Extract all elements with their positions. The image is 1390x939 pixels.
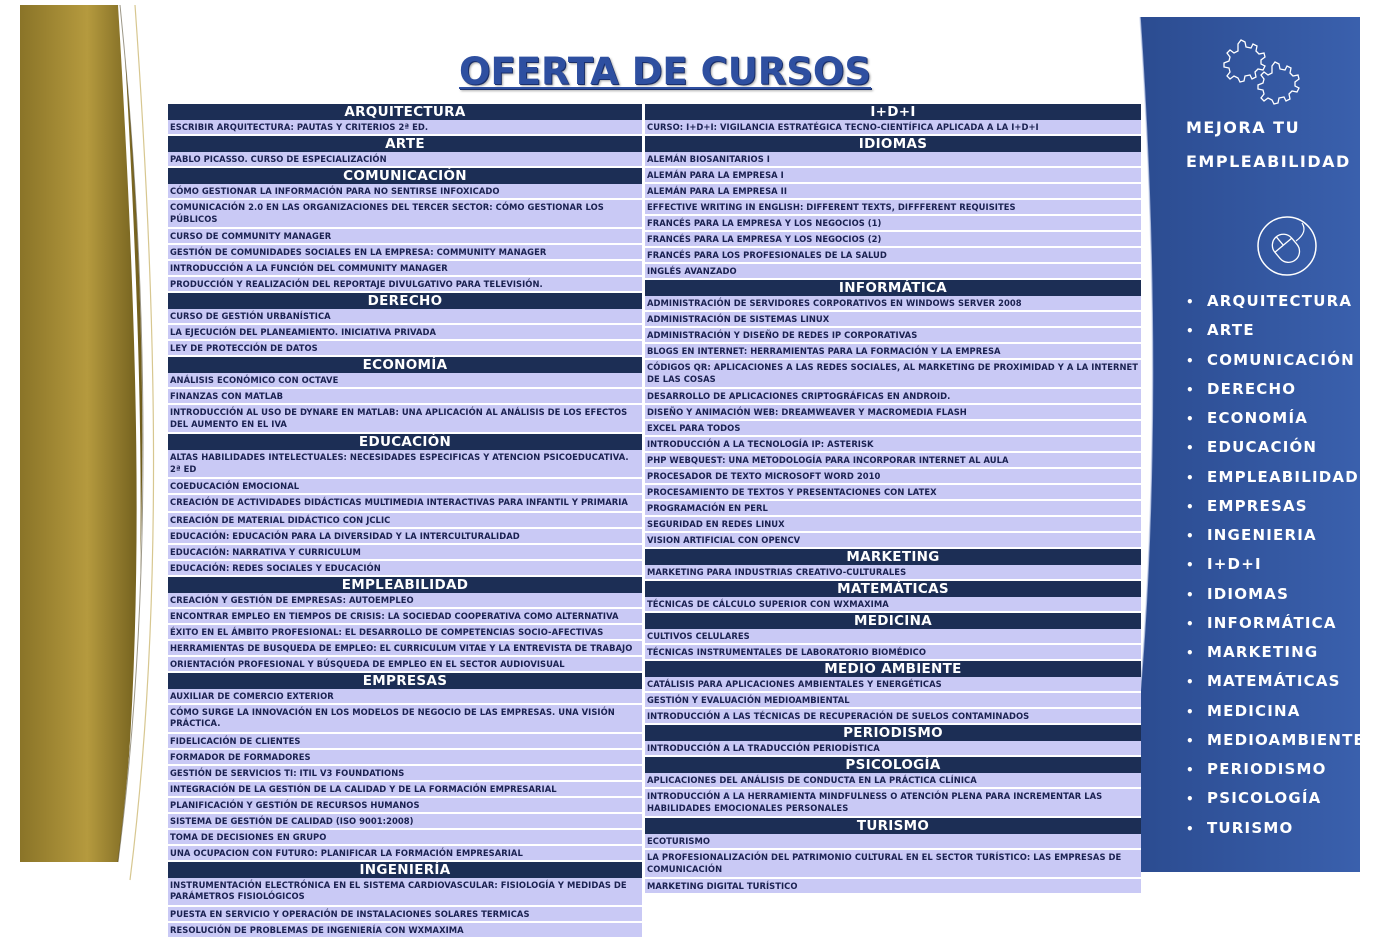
sidebar-item-label: ARTE [1207,321,1255,340]
course-item: EDUCACIÓN: EDUCACIÓN PARA LA DIVERSIDAD Y LA INTERCULTURALIDAD [168,529,642,545]
bullet-icon: • [1186,558,1195,573]
sidebar-heading-line2: EMPLEABILIDAD [1186,152,1351,171]
sidebar-item-periodismo [1186,758,1365,787]
course-item: INTRODUCCIÓN A LA FUNCIÓN DEL COMMUNITY MANAGER [168,261,642,277]
bullet-icon: • [1186,324,1195,339]
course-item: INTRODUCCIÓN A LA TECNOLOGÍA IP: ASTERISK [645,437,1141,453]
category-header-i-d-i: I+D+I [645,104,1141,120]
course-item: ALEMÁN PARA LA EMPRESA I [645,168,1141,184]
sidebar-item-label: TURISMO [1207,818,1294,837]
sidebar-item-medicina [1186,700,1365,729]
course-item: GESTIÓN DE SERVICIOS TI: ITIL V3 FOUNDATIONS [168,766,642,782]
course-item: CATÁLISIS PARA APLICACIONES AMBIENTALES Y ENERGÉTICAS [645,677,1141,693]
category-header-economia: ECONOMÍA [168,357,642,373]
course-item: ALEMÁN BIOSANITARIOS I [645,152,1141,168]
course-item: CÓMO SURGE LA INNOVACIÓN EN LOS MODELOS DE NEGOCIO DE LAS EMPRESAS. UNA VISIÓN PRÁCTICA. [168,705,642,734]
category-header-turismo: TURISMO [645,818,1141,834]
course-item: TÉCNICAS DE CÁLCULO SUPERIOR CON WXMAXIMA [645,597,1141,613]
sidebar-heading-line1: MEJORA TU [1186,118,1301,137]
sidebar-item-comunicacion [1186,349,1365,378]
sidebar-item-label: EDUCACIÓN [1207,438,1318,457]
course-column-right [645,104,1141,895]
category-header-arte: ARTE [168,136,642,152]
sidebar-item-label: ECONOMÍA [1207,409,1309,427]
course-item: FRANCÉS PARA LOS PROFESIONALES DE LA SALUD [645,248,1141,264]
category-header-idiomas: IDIOMAS [645,136,1141,152]
category-header-empresas: EMPRESAS [168,673,642,689]
sidebar-item-label: DERECHO [1207,379,1297,398]
course-item: VISION ARTIFICIAL CON OPENCV [645,533,1141,549]
course-item: CÓDIGOS QR: APLICACIONES A LAS REDES SOCIALES, AL MARKETING DE PROXIMIDAD Y A LA INTERNET DE LAS COSAS [645,360,1141,389]
course-column-left [168,104,642,939]
course-item: INSTRUMENTACIÓN ELECTRÓNICA EN EL SISTEMA CARDIOVASCULAR: FISIOLOGÍA Y MEDIDAS DE PARÁMETROS FISIOLÓGICOS [168,878,642,907]
course-item: MARKETING PARA INDUSTRIAS CREATIVO-CULTURALES [645,565,1141,581]
bullet-icon: • [1186,646,1195,660]
sidebar-item-arte [1186,319,1365,348]
sidebar-item-label: IDIOMAS [1207,584,1290,603]
course-item: DISEÑO Y ANIMACIÓN WEB: DREAMWEAVER Y MACROMEDIA FLASH [645,405,1141,421]
category-header-periodismo: PERIODISMO [645,725,1141,741]
sidebar-item-derecho [1186,378,1365,407]
bullet-icon: • [1186,733,1195,748]
course-item: COEDUCACIÓN EMOCIONAL [168,479,642,495]
course-item: HERRAMIENTAS DE BUSQUEDA DE EMPLEO: EL CURRICULUM VITAE Y LA ENTREVISTA DE TRABAJO [168,641,642,657]
gold-decoration [0,0,170,900]
course-item: LA PROFESIONALIZACIÓN DEL PATRIMONIO CULTURAL EN EL SECTOR TURÍSTICO: LAS EMPRESAS DE COMUNICACIÓN [645,850,1141,879]
bullet-icon: • [1186,792,1195,807]
sidebar-item-economia [1186,407,1365,436]
course-item: CURSO: I+D+I: VIGILANCIA ESTRATÉGICA TECNO-CIENTÍFICA APLICADA A LA I+D+I [645,120,1141,136]
course-item: INTRODUCCIÓN A LAS TÉCNICAS DE RECUPERACIÓN DE SUELOS CONTAMINADOS [645,709,1141,725]
course-item: ANÁLISIS ECONÓMICO CON OCTAVE [168,373,642,389]
course-item: APLICACIONES DEL ANÁLISIS DE CONDUCTA EN LA PRÁCTICA CLÍNICA [645,773,1141,789]
sidebar-item-label: PSICOLOGÍA [1207,789,1322,808]
course-item: BLOGS EN INTERNET: HERRAMIENTAS PARA LA FORMACIÓN Y LA EMPRESA [645,344,1141,360]
course-item: INTRODUCCIÓN AL USO DE DYNARE EN MATLAB: UNA APLICACIÓN AL ANÁLISIS DE LOS EFECTOS DEL AUMENTO EN EL IVA [168,405,642,434]
category-header-arquitectura: ARQUITECTURA [168,104,642,120]
course-item: ALTAS HABILIDADES INTELECTUALES: NECESIDADES ESPECIFICAS Y ATENCION PSICOEDUCATIVA. 2ª ED [168,450,642,479]
bullet-icon: • [1186,295,1195,309]
sidebar-item-ingenieria [1186,524,1365,553]
gears-icon [1224,38,1310,108]
course-item: ADMINISTRACIÓN Y DISEÑO DE REDES IP CORPORATIVAS [645,328,1141,344]
course-item: PRODUCCIÓN Y REALIZACIÓN DEL REPORTAJE DIVULGATIVO PARA TELEVISIÓN. [168,277,642,293]
course-item: UNA OCUPACION CON FUTURO: PLANIFICAR LA FORMACIÓN EMPRESARIAL [168,846,642,862]
course-item: GESTIÓN Y EVALUACIÓN MEDIOAMBIENTAL [645,693,1141,709]
course-item: FRANCÉS PARA LA EMPRESA Y LOS NEGOCIOS (2) [645,232,1141,248]
sidebar-item-label: EMPRESAS [1207,496,1308,515]
sidebar-item-label: MATEMÁTICAS [1207,672,1341,691]
sidebar-item-label: MEDICINA [1207,701,1301,720]
course-item: LA EJECUCIÓN DEL PLANEAMIENTO. INICIATIVA PRIVADA [168,325,642,341]
course-item: EXCEL PARA TODOS [645,421,1141,437]
course-item: MARKETING DIGITAL TURÍSTICO [645,879,1141,895]
category-header-medio-ambiente: MEDIO AMBIENTE [645,661,1141,677]
course-item: PLANIFICACIÓN Y GESTIÓN DE RECURSOS HUMANOS [168,798,642,814]
course-item: DESARROLLO DE APLICACIONES CRIPTOGRÁFICAS EN ANDROID. [645,389,1141,405]
course-item: PROGRAMACIÓN EN PERL [645,501,1141,517]
course-item: EFFECTIVE WRITING IN ENGLISH: DIFFERENT TEXTS, DIFFFERENT REQUISITES [645,200,1141,216]
bullet-icon: • [1186,675,1195,690]
sidebar-item-turismo [1186,817,1365,846]
course-item: ADMINISTRACIÓN DE SERVIDORES CORPORATIVOS EN WINDOWS SERVER 2008 [645,296,1141,312]
sidebar-item-label: INFORMÁTICA [1207,613,1337,632]
category-header-empleabilidad: EMPLEABILIDAD [168,577,642,593]
category-header-educacion: EDUCACIÓN [168,434,642,450]
sidebar-item-empleabilidad [1186,466,1365,495]
sidebar-item-marketing [1186,641,1365,670]
course-item: RESOLUCIÓN DE PROBLEMAS DE INGENIERÍA CON WXMAXIMA [168,923,642,939]
course-item: PUESTA EN SERVICIO Y OPERACIÓN DE INSTALACIONES SOLARES TERMICAS [168,907,642,923]
course-item: EDUCACIÓN: NARRATIVA Y CURRICULUM [168,545,642,561]
sidebar-category-list [1186,290,1365,846]
sidebar-item-label: PERIODISMO [1207,760,1327,778]
course-item: ORIENTACIÓN PROFESIONAL Y BÚSQUEDA DE EMPLEO EN EL SECTOR AUDIOVISUAL [168,657,642,673]
bullet-icon: • [1186,616,1195,631]
course-item: TOMA DE DECISIONES EN GRUPO [168,830,642,846]
course-item: CURSO DE GESTIÓN URBANÍSTICA [168,309,642,325]
sidebar-item-matematicas [1186,670,1365,699]
category-header-marketing: MARKETING [645,549,1141,565]
sidebar-item-label: ARQUITECTURA [1207,292,1353,310]
sidebar-item-label: I+D+I [1207,555,1262,574]
sidebar-item-i-d-i [1186,553,1365,582]
course-item: INTRODUCCIÓN A LA HERRAMIENTA MINDFULNESS O ATENCIÓN PLENA PARA INCREMENTAR LAS HABILIDADES EMOCIONALES PERSONALES [645,789,1141,818]
bullet-icon: • [1186,529,1195,543]
bullet-icon: • [1186,412,1195,426]
course-item: CREACIÓN DE ACTIVIDADES DIDÁCTICAS MULTIMEDIA INTERACTIVAS PARA INFANTIL Y PRIMARIA [168,495,642,513]
course-item: PHP WEBQUEST: UNA METODOLOGÍA PARA INCORPORAR INTERNET AL AULA [645,453,1141,469]
sidebar-item-label: MEDIOAMBIENTE [1207,730,1365,749]
course-item: CURSO DE COMMUNITY MANAGER [168,229,642,245]
course-item: ÉXITO EN EL ÁMBITO PROFESIONAL: EL DESARROLLO DE COMPETENCIAS SOCIO-AFECTIVAS [168,625,642,641]
mouse-icon [1254,213,1320,279]
category-header-derecho: DERECHO [168,293,642,309]
course-item: LEY DE PROTECCIÓN DE DATOS [168,341,642,357]
sidebar-item-label: EMPLEABILIDAD [1207,467,1359,486]
category-header-medicina: MEDICINA [645,613,1141,629]
category-header-informatica: INFORMÁTICA [645,280,1141,296]
bullet-icon: • [1186,499,1195,514]
bullet-icon: • [1186,353,1195,368]
page-title: OFERTA DE CURSOS [458,50,872,93]
course-item: SEGURIDAD EN REDES LINUX [645,517,1141,533]
course-item: ALEMÁN PARA LA EMPRESA II [645,184,1141,200]
category-header-ingenieria: INGENIERÍA [168,862,642,878]
course-item: CREACIÓN DE MATERIAL DIDÁCTICO CON JCLIC [168,513,642,529]
sidebar-item-medioambiente [1186,729,1365,758]
course-item: ECOTURISMO [645,834,1141,850]
sidebar-item-label: INGENIERIA [1207,526,1317,544]
category-header-matematicas: MATEMÁTICAS [645,581,1141,597]
course-item: AUXILIAR DE COMERCIO EXTERIOR [168,689,642,705]
bullet-icon: • [1186,587,1195,602]
sidebar-item-educacion [1186,436,1365,465]
course-item: FIDELICACIÓN DE CLIENTES [168,734,642,750]
sidebar-item-informatica [1186,612,1365,641]
bullet-icon: • [1186,763,1195,777]
course-item: INTEGRACIÓN DE LA GESTIÓN DE LA CALIDAD Y DE LA FORMACIÓN EMPRESARIAL [168,782,642,798]
sidebar-item-arquitectura [1186,290,1365,319]
course-item: CREACIÓN Y GESTIÓN DE EMPRESAS: AUTOEMPLEO [168,593,642,609]
course-item: EDUCACIÓN: REDES SOCIALES Y EDUCACIÓN [168,561,642,577]
course-item: SISTEMA DE GESTIÓN DE CALIDAD (ISO 9001:2008) [168,814,642,830]
course-item: ADMINISTRACIÓN DE SISTEMAS LINUX [645,312,1141,328]
course-item: PROCESADOR DE TEXTO MICROSOFT WORD 2010 [645,469,1141,485]
course-item: PROCESAMIENTO DE TEXTOS Y PRESENTACIONES CON LATEX [645,485,1141,501]
course-item: PABLO PICASSO. CURSO DE ESPECIALIZACIÓN [168,152,642,168]
category-header-psicologia: PSICOLOGÍA [645,757,1141,773]
sidebar-item-empresas [1186,495,1365,524]
course-item: FRANCÉS PARA LA EMPRESA Y LOS NEGOCIOS (1) [645,216,1141,232]
bullet-icon: • [1186,382,1195,397]
course-item: ENCONTRAR EMPLEO EN TIEMPOS DE CRISIS: LA SOCIEDAD COOPERATIVA COMO ALTERNATIVA [168,609,642,625]
course-item: COMUNICACIÓN 2.0 EN LAS ORGANIZACIONES DEL TERCER SECTOR: CÓMO GESTIONAR LOS PÚBLICOS [168,200,642,229]
sidebar-item-label: MARKETING [1207,643,1319,661]
bullet-icon: • [1186,441,1195,456]
course-item: CULTIVOS CELULARES [645,629,1141,645]
course-item: GESTIÓN DE COMUNIDADES SOCIALES EN LA EMPRESA: COMMUNITY MANAGER [168,245,642,261]
sidebar-item-psicologia [1186,787,1365,816]
course-item: ESCRIBIR ARQUITECTURA: PAUTAS Y CRITERIOS 2ª ED. [168,120,642,136]
sidebar-item-idiomas [1186,583,1365,612]
course-item: FORMADOR DE FORMADORES [168,750,642,766]
course-item: TÉCNICAS INSTRUMENTALES DE LABORATORIO BIOMÉDICO [645,645,1141,661]
bullet-icon: • [1186,704,1195,719]
category-header-comunicacion: COMUNICACIÓN [168,168,642,184]
course-item: INTRODUCCIÓN A LA TRADUCCIÓN PERIODÍSTICA [645,741,1141,757]
bullet-icon: • [1186,470,1195,485]
sidebar-item-label: COMUNICACIÓN [1207,350,1355,369]
course-item: CÓMO GESTIONAR LA INFORMACIÓN PARA NO SENTIRSE INFOXICADO [168,184,642,200]
course-item: INGLÉS AVANZADO [645,264,1141,280]
course-item: FINANZAS CON MATLAB [168,389,642,405]
bullet-icon: • [1186,821,1195,836]
